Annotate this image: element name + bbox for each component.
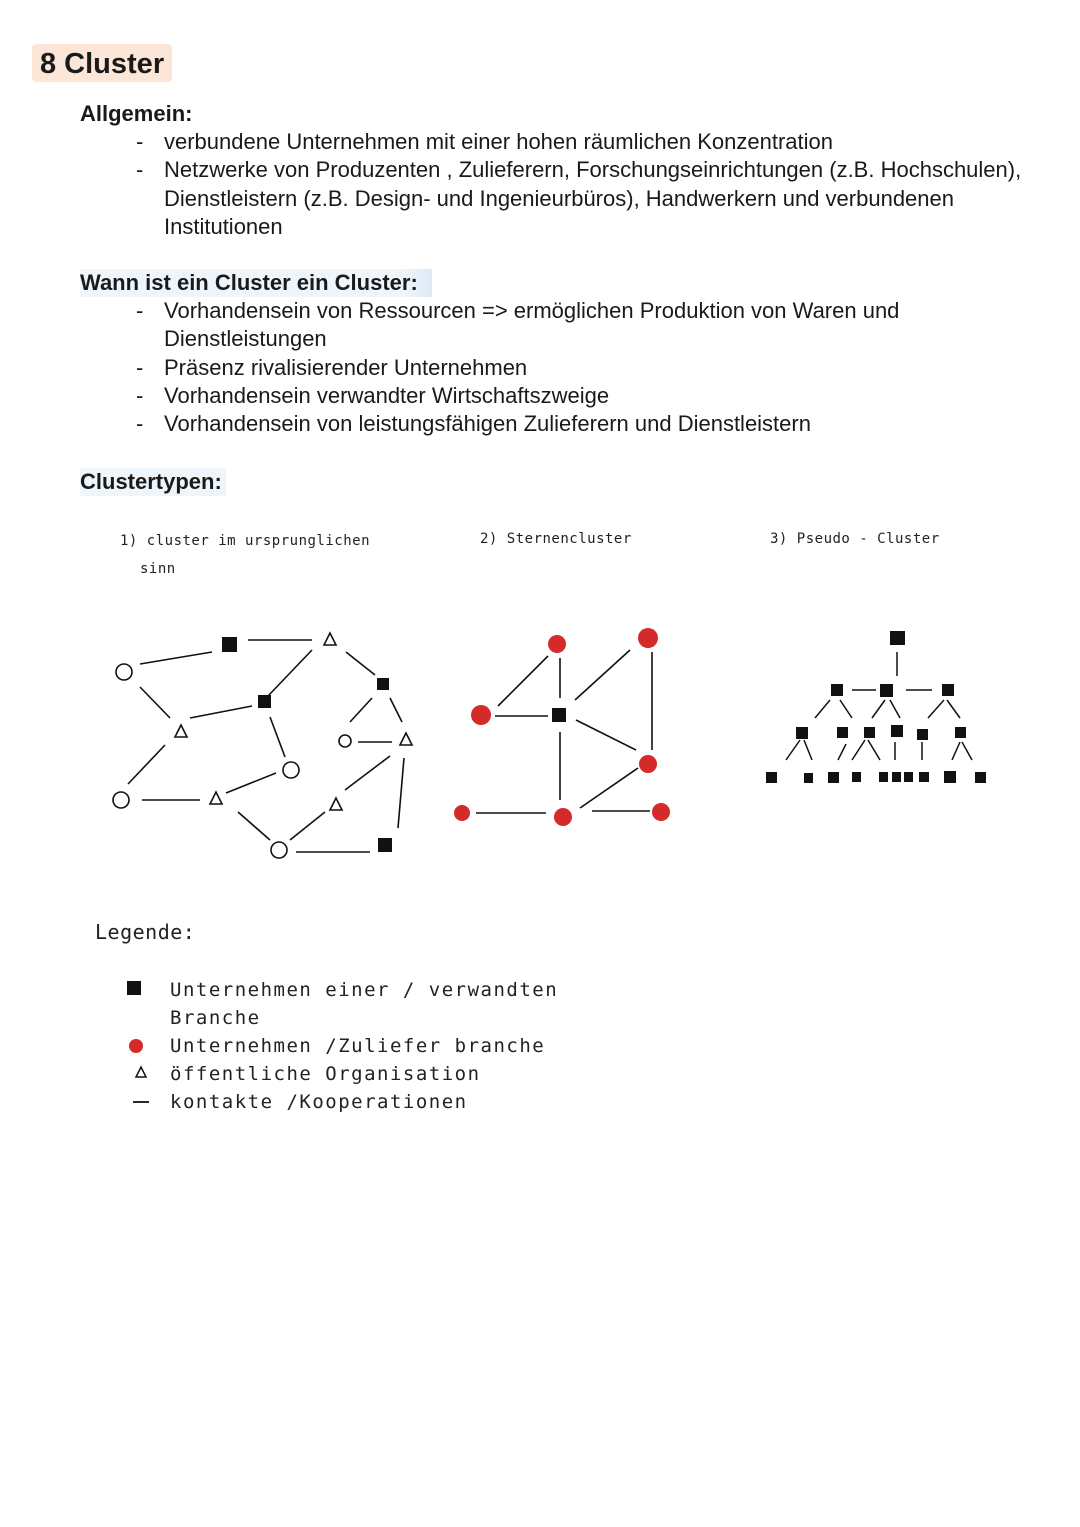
- wann-heading: Wann ist ein Cluster ein Cluster:: [80, 269, 432, 297]
- diagram-original-cluster: [113, 633, 412, 858]
- diagram-pseudo-cluster: [786, 652, 972, 760]
- diagram-star-cluster-nodes: [454, 628, 670, 826]
- list-item: - Vorhandensein verwandter Wirtschaftszweige: [134, 382, 1044, 410]
- list-item: - Netzwerke von Produzenten , Zulieferern, Forschungseinrichtungen (z.B. Hochschulen), Dienstleistern (z.B. Design- und Ingenieurbüros), Handwerkern und verbundenen Institutionen: [134, 156, 1044, 241]
- section-title: 8 Cluster: [32, 44, 172, 82]
- legend-triangle-symbol: [136, 1067, 146, 1077]
- cluster-type-1-label-2: sinn: [140, 561, 176, 577]
- legend-entry-line: kontakte /Kooperationen: [170, 1091, 468, 1113]
- legend-entry-square: Unternehmen einer / verwandten: [170, 979, 559, 1001]
- diagram-pseudo-cluster-squares: [766, 631, 986, 783]
- legend-square-symbol: [127, 981, 141, 995]
- clustertypen-heading: Clustertypen:: [80, 468, 226, 496]
- public-org-circle: [116, 664, 132, 680]
- list-item: - Vorhandensein von leistungsfähigen Zulieferern und Dienstleistern: [134, 410, 1044, 438]
- legend-entry-triangle: öffentliche Organisation: [170, 1063, 481, 1085]
- diagram-star-cluster: [476, 650, 652, 813]
- allgemein-heading: Allgemein:: [80, 101, 193, 126]
- cluster-type-1-label: 1) cluster im ursprunglichen: [120, 533, 371, 549]
- legend-title: Legende:: [95, 920, 196, 944]
- cluster-type-3-label: 3) Pseudo - Cluster: [770, 531, 940, 547]
- list-item: - Präsenz rivalisierender Unternehmen: [134, 354, 1044, 382]
- cluster-type-2-label: 2) Sternencluster: [480, 531, 632, 547]
- list-item: - verbundene Unternehmen mit einer hohen räumlichen Konzentration: [134, 128, 1044, 156]
- legend-circle-symbol: [129, 1039, 143, 1053]
- legend-entry-square-2: Branche: [170, 1007, 261, 1029]
- list-item: - Vorhandensein von Ressourcen => ermöglichen Produktion von Waren und Dienstleistungen: [134, 297, 1044, 354]
- legend-entry-circle: Unternehmen /Zuliefer branche: [170, 1035, 546, 1057]
